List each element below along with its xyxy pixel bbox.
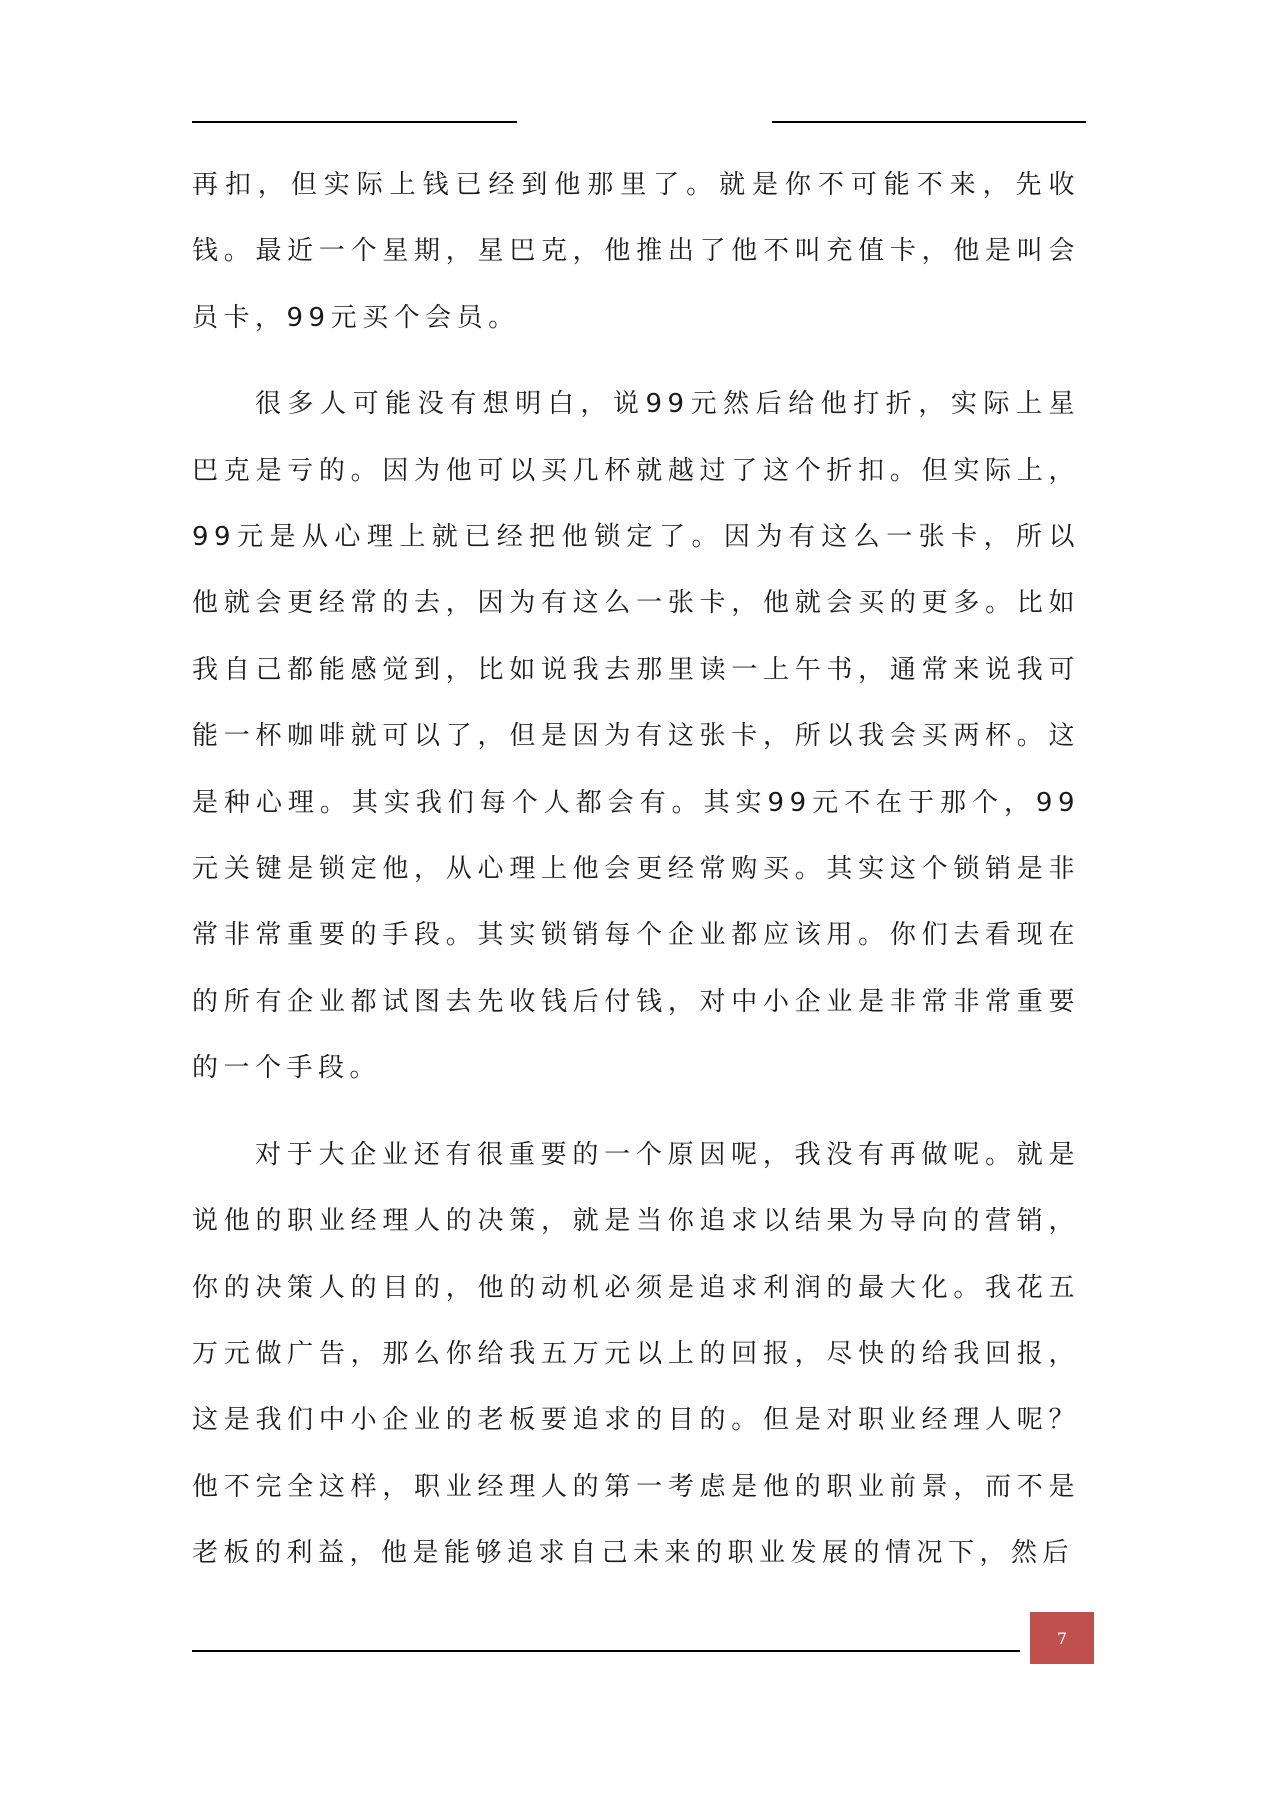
page-number: 7 (1056, 1628, 1068, 1648)
footer-rule (192, 1650, 1020, 1652)
body-text (192, 152, 1080, 1587)
paragraph-2: 很多人可能没有想明白，说99元然后给他打折，实际上星巴克是亏的。因为他可以买几杯就越过了这个折扣。但实际上，99元是从心理上就已经把他锁定了。因为有这么一张卡，所以他就会更经常的去，因为有这么一张卡，他就会买的更多。比如我自己都能感觉到，比如说我去那里读一上午书，通常来说我可能一杯咖啡就可以了，但是因为有这张卡，所以我会买两杯。这是种心理。其实我们每个人都会有。其实99元不在于那个，99元关键是锁定他，从心理上他会更经常购买。其实这个锁销是非常非常重要的手段。其实锁销每个企业都应该用。你们去看现在的所有企业都试图去先收钱后付钱，对中小企业是非常非常重要的一个手段。 (192, 389, 1080, 1084)
page-number-badge (1030, 1612, 1094, 1664)
header-rule-left (192, 121, 517, 123)
paragraph-1: 再扣，但实际上钱已经到他那里了。就是你不可能不来，先收钱。最近一个星期，星巴克，他推出了他不叫充值卡，他是叫会员卡，99元买个会员。 (192, 170, 1080, 333)
paragraph-3: 对于大企业还有很重要的一个原因呢，我没有再做呢。就是说他的职业经理人的决策，就是当你追求以结果为导向的营销，你的决策人的目的，他的动机必须是追求利润的最大化。我花五万元做广告，那么你给我五万元以上的回报，尽快的给我回报，这是我们中小企业的老板要追求的目的。但是对职业经理人呢？他不完全这样，职业经理人的第一考虑是他的职业前景，而不是老板的利益，他是能够追求自己未来的职业发展的情况下，然后 (192, 1139, 1080, 1569)
header-rule-right (772, 121, 1086, 123)
